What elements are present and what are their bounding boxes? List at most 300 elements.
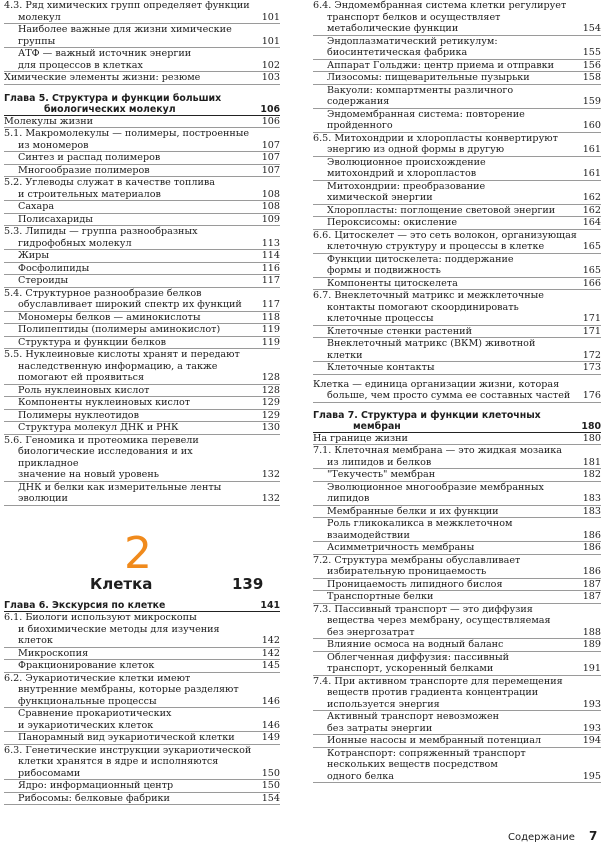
toc-entry[interactable] <box>313 157 601 181</box>
toc-entry-page: 191 <box>582 663 601 674</box>
toc-entry-line: 7.2. Структура мембраны обуславливает <box>313 554 521 566</box>
toc-entry[interactable] <box>4 263 280 276</box>
toc-entry-page: 166 <box>582 277 601 289</box>
toc-entry-title <box>4 708 280 731</box>
toc-entry[interactable] <box>313 278 601 291</box>
toc-chapter-entry[interactable] <box>4 93 280 116</box>
toc-entry-page: 129 <box>261 409 280 421</box>
toc-entry-title <box>4 397 280 409</box>
toc-entry-line: из мономеров <box>18 139 89 151</box>
toc-entry-page: 107 <box>261 139 280 151</box>
toc-entry-title <box>313 85 601 108</box>
toc-entry-page: 183 <box>582 505 601 517</box>
toc-entry-title <box>313 591 601 603</box>
toc-entry-title <box>4 673 280 708</box>
toc-entry-line: 5.1. Макромолекулы — полимеры, построенные <box>4 128 250 139</box>
toc-entry-title <box>313 410 601 432</box>
toc-entry-title <box>4 410 280 422</box>
toc-entry-line: Фосфолипиды <box>18 262 90 274</box>
toc-entry-title <box>313 555 601 578</box>
toc-entry-title <box>4 793 280 805</box>
toc-entry[interactable] <box>4 72 280 85</box>
toc-entry-line: молекул <box>18 11 61 23</box>
toc-entry-line: Митохондрии: преобразование <box>327 180 486 192</box>
toc-entry-line: химической энергии <box>327 192 433 203</box>
toc-entry-title <box>4 0 280 23</box>
toc-entry-line: Фракционирование клеток <box>18 660 155 671</box>
toc-entry-title <box>313 469 601 481</box>
toc-entry-line: Жиры <box>18 250 49 261</box>
toc-entry-line: мембран <box>353 420 401 432</box>
toc-entry[interactable] <box>313 518 601 542</box>
toc-entry-line: Компоненты цитоскелета <box>327 277 458 289</box>
toc-entry-line: рибосомами <box>18 767 81 779</box>
toc-entry[interactable] <box>4 385 280 398</box>
toc-entry[interactable] <box>4 201 280 214</box>
toc-entry[interactable] <box>313 181 601 205</box>
toc-entry[interactable] <box>313 542 601 555</box>
toc-entry-page: 162 <box>582 204 601 216</box>
toc-entry-page: 186 <box>582 566 601 577</box>
toc-entry-line: Клетка — единица организации жизни, которая <box>313 378 560 390</box>
toc-entry-page: 195 <box>582 770 601 782</box>
toc-entry-title <box>4 48 280 71</box>
toc-entry[interactable] <box>313 230 601 254</box>
toc-entry-line: Синтез и распад полимеров <box>18 152 161 163</box>
toc-entry-title <box>313 379 601 402</box>
toc-entry-page: 150 <box>261 767 280 779</box>
toc-entry-title <box>4 116 280 128</box>
toc-entry-line: энергию из одной формы в другую <box>327 144 505 155</box>
toc-entry-line: Клеточные стенки растений <box>327 325 472 337</box>
toc-entry[interactable] <box>4 708 280 732</box>
toc-entry[interactable] <box>313 469 601 482</box>
toc-entry-page: 128 <box>261 372 280 383</box>
toc-entry-line: избирательную проницаемость <box>327 566 487 577</box>
toc-entry[interactable] <box>4 226 280 250</box>
toc-entry-line: 6.3. Генетические инструкции эукариотической <box>4 744 252 756</box>
toc-entry-page: 180 <box>581 420 601 432</box>
toc-entry[interactable] <box>313 0 601 36</box>
toc-entry-page: 113 <box>261 237 280 249</box>
toc-entry[interactable] <box>4 116 280 129</box>
toc-entry[interactable] <box>313 254 601 278</box>
toc-entry-line: Микроскопия <box>18 647 89 659</box>
toc-entry-title <box>313 518 601 541</box>
toc-entry-page: 130 <box>261 422 280 433</box>
toc-entry[interactable] <box>4 214 280 227</box>
toc-entry-title <box>313 254 601 277</box>
toc-entry[interactable] <box>4 128 280 152</box>
toc-entry[interactable] <box>313 604 601 640</box>
toc-entry[interactable] <box>313 652 601 676</box>
toc-entry-line: 5.5. Нуклеиновые кислоты хранят и передают <box>4 349 240 360</box>
toc-entry-page: 132 <box>261 469 280 480</box>
toc-entry-page: 101 <box>261 35 280 47</box>
toc-entry-line: 6.6. Цитоскелет — это сеть волокон, организующая <box>313 229 577 241</box>
toc-entry-page: 176 <box>582 390 601 401</box>
toc-entry-title <box>4 745 280 780</box>
toc-left-column <box>4 0 280 506</box>
toc-entry-line: группы <box>18 35 56 47</box>
toc-entry[interactable] <box>313 748 601 784</box>
toc-entry-page: 154 <box>582 23 601 34</box>
toc-entry[interactable] <box>4 410 280 423</box>
toc-entry-page: 145 <box>261 660 280 671</box>
toc-entry-title <box>4 660 280 672</box>
toc-entry-page: 193 <box>582 722 601 734</box>
toc-entry-page: 161 <box>582 144 601 155</box>
toc-entry-page: 183 <box>582 493 601 504</box>
toc-entry-line: биологические исследования и их прикладное <box>18 446 193 469</box>
toc-entry[interactable] <box>4 349 280 385</box>
toc-entry-line: Полимеры нуклеотидов <box>18 409 139 421</box>
toc-entry-line: без затраты энергии <box>327 722 433 734</box>
toc-entry-title <box>313 711 601 734</box>
toc-entry-line: больше, чем просто сумма ее составных частей <box>327 390 571 401</box>
toc-entry-page: 164 <box>582 217 601 228</box>
toc-entry[interactable] <box>313 72 601 85</box>
toc-entry-title <box>313 433 601 445</box>
toc-entry-line: Клеточные контакты <box>327 362 435 373</box>
toc-entry[interactable] <box>313 676 601 712</box>
toc-entry[interactable] <box>4 660 280 673</box>
toc-entry-line: ДНК и белки как измерительные ленты <box>18 481 222 493</box>
toc-entry-title <box>4 337 280 349</box>
toc-entry-title <box>313 230 601 253</box>
toc-entry-line: Сахара <box>18 201 55 212</box>
toc-entry-line: Глава 7. Структура и функции клеточных <box>313 409 541 421</box>
toc-entry[interactable] <box>313 60 601 73</box>
toc-gap <box>4 85 280 91</box>
toc-chapter-entry[interactable] <box>4 600 280 612</box>
toc-entry[interactable] <box>313 109 601 133</box>
toc-entry-page: 189 <box>582 639 601 650</box>
part-title: Клетка <box>90 575 153 593</box>
toc-entry-title <box>4 732 280 744</box>
toc-entry-line: митохондрий и хлоропластов <box>327 168 477 179</box>
toc-entry[interactable] <box>313 735 601 748</box>
toc-entry[interactable] <box>4 24 280 48</box>
toc-entry-page: 186 <box>582 542 601 553</box>
toc-entry-line: используется энергия <box>327 698 440 710</box>
toc-entry-page: 106 <box>261 115 280 127</box>
toc-entry-line: Полисахариды <box>18 213 93 225</box>
toc-entry-title <box>313 205 601 217</box>
toc-entry-page: 154 <box>261 792 280 804</box>
toc-entry-title <box>4 128 280 151</box>
toc-entry-line: Роль гликокаликса в межклеточном <box>327 518 513 529</box>
toc-entry-line: внутренние мембраны, которые разделяют <box>18 684 239 695</box>
toc-entry-line: клетки хранятся в ядре и исполняются <box>18 756 219 767</box>
toc-entry-line: Асимметричность мембраны <box>327 542 475 553</box>
toc-entry-line: Влияние осмоса на водный баланс <box>327 639 504 650</box>
toc-entry-page: 117 <box>261 275 280 286</box>
toc-entry-line: наследственную информацию, а также <box>18 360 218 372</box>
toc-entry-title <box>4 612 280 647</box>
toc-entry-line: 4.3. Ряд химических групп определяет функции <box>4 0 250 11</box>
toc-gap <box>313 403 601 408</box>
toc-entry-page: 142 <box>261 647 280 659</box>
toc-entry[interactable] <box>313 362 601 375</box>
toc-entry-title <box>313 36 601 59</box>
toc-entry-page: 194 <box>582 735 601 746</box>
toc-entry-page: 119 <box>261 336 280 348</box>
toc-entry-title <box>4 24 280 47</box>
toc-entry-title <box>313 748 601 783</box>
toc-entry-title <box>4 324 280 336</box>
toc-entry-page: 165 <box>582 241 601 252</box>
toc-entry-line: гидрофобных молекул <box>18 237 132 249</box>
toc-entry[interactable] <box>4 152 280 165</box>
toc-entry[interactable] <box>313 445 601 469</box>
toc-entry-page: 187 <box>582 578 601 590</box>
toc-entry-line: Котранспорт: сопряженный транспорт <box>327 747 526 759</box>
toc-entry-line: без энергозатрат <box>327 626 415 638</box>
toc-entry-title <box>313 652 601 675</box>
toc-entry[interactable] <box>313 379 601 403</box>
toc-entry-line: 6.5. Митохондрии и хлоропласты конвертируют <box>313 132 558 144</box>
toc-entry-line: Внеклеточный матрикс (ВКМ) животной <box>327 338 536 349</box>
toc-entry[interactable] <box>4 337 280 350</box>
toc-entry-line: взаимодействии <box>327 529 410 541</box>
toc-entry[interactable] <box>4 435 280 482</box>
toc-entry-line: 6.7. Внеклеточный матрикс и межклеточные <box>313 290 544 301</box>
toc-entry-line: АТФ — важный источник энергии <box>18 48 192 59</box>
toc-entry-title <box>4 177 280 200</box>
toc-entry-title <box>4 385 280 397</box>
toc-entry-page: 193 <box>582 698 601 710</box>
toc-entry[interactable] <box>4 745 280 781</box>
toc-entry-line: нескольких веществ посредством <box>327 759 498 770</box>
toc-entry-line: Облегченная диффузия: пассивный <box>327 651 510 663</box>
toc-entry[interactable] <box>313 290 601 326</box>
toc-entry-line: Мономеры белков — аминокислоты <box>18 311 201 323</box>
toc-entry-line: липидов <box>327 493 370 504</box>
toc-entry-page: 187 <box>582 591 601 602</box>
toc-entry-title <box>4 152 280 164</box>
toc-entry-line: Эволюционное многообразие мембранных <box>327 481 544 493</box>
toc-entry-page: 146 <box>261 695 280 707</box>
toc-entry-page: 129 <box>261 397 280 408</box>
toc-entry[interactable] <box>4 648 280 661</box>
toc-entry-page: 173 <box>582 362 601 373</box>
toc-entry-line: содержания <box>327 96 390 107</box>
part-number: 2 <box>124 528 152 579</box>
toc-entry[interactable] <box>313 85 601 109</box>
toc-entry[interactable] <box>4 0 280 24</box>
toc-entry-line: Структура и функции белков <box>18 336 167 348</box>
toc-entry-title <box>313 278 601 290</box>
toc-entry-line: транспорт белков и осуществляет <box>327 11 501 23</box>
toc-entry-page: 128 <box>261 384 280 396</box>
toc-entry-line: 6.2. Эукариотические клетки имеют <box>4 672 191 684</box>
toc-entry-line: Структура молекул ДНК и РНК <box>18 422 179 433</box>
toc-entry-page: 108 <box>261 201 280 212</box>
toc-entry-line: транспорт, ускоренный белками <box>327 663 494 674</box>
toc-entry[interactable] <box>313 639 601 652</box>
toc-entry-page: 114 <box>261 250 280 261</box>
toc-entry-line: вещества через мембрану, осуществляемая <box>327 615 551 626</box>
toc-entry[interactable] <box>313 711 601 735</box>
toc-entry-line: Полипептиды (полимеры аминокислот) <box>18 324 221 335</box>
toc-entry-line: Глава 5. Структура и функции больших <box>4 92 222 104</box>
toc-entry-line: 5.3. Липиды — группа разнообразных <box>4 226 198 237</box>
toc-entry[interactable] <box>313 591 601 604</box>
toc-entry-title <box>4 422 280 434</box>
toc-entry-title <box>313 506 601 518</box>
toc-entry[interactable] <box>4 732 280 745</box>
toc-entry[interactable] <box>313 326 601 339</box>
toc-entry[interactable] <box>313 506 601 519</box>
toc-entry[interactable] <box>313 555 601 579</box>
toc-entry-line: 7.3. Пассивный транспорт — это диффузия <box>313 603 533 615</box>
toc-entry[interactable] <box>313 433 601 446</box>
toc-entry-title <box>4 312 280 324</box>
toc-entry-line: Аппарат Гольджи: центр приема и отправки <box>327 59 554 71</box>
toc-entry[interactable] <box>4 288 280 312</box>
toc-entry-page: 107 <box>261 152 280 163</box>
toc-entry-line: помогают ей проявиться <box>18 372 145 383</box>
toc-entry-title <box>4 201 280 213</box>
toc-entry-page: 101 <box>261 11 280 23</box>
toc-entry-line: одного белка <box>327 770 394 782</box>
toc-entry-line: 7.1. Клеточная мембрана — это жидкая мозаика <box>313 445 562 456</box>
toc-entry-line: формы и подвижность <box>327 265 441 276</box>
toc-entry[interactable] <box>4 422 280 435</box>
toc-entry-line: функциональные процессы <box>18 695 157 707</box>
toc-entry-title <box>313 338 601 361</box>
footer-page-number: 7 <box>589 829 598 843</box>
toc-entry-title <box>313 445 601 468</box>
toc-entry[interactable] <box>4 780 280 793</box>
toc-entry-line: веществ против градиента концентрации <box>327 687 539 698</box>
toc-entry[interactable] <box>4 48 280 72</box>
toc-entry-line: 5.2. Углеводы служат в качестве топлива <box>4 177 215 188</box>
toc-entry-line: 5.4. Структурное разнообразие белков <box>4 287 202 299</box>
toc-entry[interactable] <box>4 275 280 288</box>
toc-entry-page: 109 <box>261 213 280 225</box>
toc-entry-line: биологических молекул <box>44 103 176 115</box>
toc-entry-page: 188 <box>582 626 601 638</box>
toc-entry-line: Лизосомы: пищеварительные пузырьки <box>327 72 530 83</box>
toc-entry[interactable] <box>4 793 280 806</box>
toc-entry-title <box>313 72 601 84</box>
toc-entry-page: 146 <box>261 719 280 731</box>
toc-entry-line: Наиболее важные для жизни химические <box>18 24 232 35</box>
toc-entry-line: клетки <box>327 349 363 361</box>
toc-entry-title <box>4 226 280 249</box>
toc-entry[interactable] <box>313 205 601 218</box>
toc-entry-line: Панорамный вид эукариотической клетки <box>18 732 235 743</box>
toc-entry-page: 171 <box>582 325 601 337</box>
toc-entry-title <box>313 290 601 325</box>
toc-entry-line: Пероксисомы: окисление <box>327 217 458 228</box>
toc-entry-page: 180 <box>582 432 601 444</box>
toc-entry-title <box>313 362 601 374</box>
part-page: 139 <box>232 575 264 593</box>
toc-entry-page: 117 <box>261 299 280 310</box>
toc-entry[interactable] <box>4 673 280 709</box>
toc-entry[interactable] <box>4 312 280 325</box>
toc-entry[interactable] <box>4 324 280 337</box>
toc-entry-line: значение на новый уровень <box>18 469 159 480</box>
toc-entry[interactable] <box>4 165 280 178</box>
toc-entry-page: 159 <box>582 96 601 107</box>
toc-entry-title <box>313 579 601 591</box>
toc-entry-line: Активный транспорт невозможен <box>327 711 500 722</box>
toc-entry[interactable] <box>313 36 601 60</box>
toc-entry-line: для процессов в клетках <box>18 59 143 71</box>
toc-entry[interactable] <box>4 612 280 648</box>
toc-chapter-entry[interactable] <box>313 410 601 433</box>
toc-entry-line: Многообразие полимеров <box>18 164 150 176</box>
toc-entry-page: 161 <box>582 168 601 179</box>
toc-entry-title <box>4 214 280 226</box>
toc-entry-page: 108 <box>261 188 280 200</box>
toc-entry-line: клеточную структуру и процессы в клетке <box>327 241 545 252</box>
toc-entry-title <box>4 250 280 262</box>
toc-entry-title <box>313 604 601 639</box>
toc-entry-line: обуславливает широкий спектр их функций <box>18 299 242 310</box>
toc-entry-line: Роль нуклеиновых кислот <box>18 384 150 396</box>
toc-entry-page: 160 <box>582 120 601 131</box>
toc-entry-page: 181 <box>582 456 601 468</box>
toc-entry-page: 172 <box>582 349 601 361</box>
toc-entry-title <box>313 217 601 229</box>
toc-entry[interactable] <box>4 397 280 410</box>
toc-entry-line: Сравнение прокариотических <box>18 708 172 719</box>
toc-entry-page: 119 <box>261 324 280 335</box>
toc-entry-line: пройденного <box>327 120 393 131</box>
toc-entry-line: Ядро: информационный центр <box>18 780 174 791</box>
toc-entry-line: Транспортные белки <box>327 591 434 602</box>
toc-entry[interactable] <box>313 338 601 362</box>
toc-entry[interactable] <box>4 177 280 201</box>
toc-entry[interactable] <box>4 482 280 506</box>
toc-entry-page: 156 <box>582 59 601 71</box>
toc-entry-line: Стероиды <box>18 275 69 286</box>
toc-entry-line: На границе жизни <box>313 432 408 444</box>
toc-entry[interactable] <box>313 482 601 506</box>
toc-entry-title <box>4 349 280 384</box>
toc-entry-line: биосинтетическая фабрика <box>327 47 468 58</box>
toc-entry-page: 186 <box>582 529 601 541</box>
toc-entry-line: клеточные процессы <box>327 313 434 324</box>
toc-entry-title <box>313 109 601 132</box>
toc-entry[interactable] <box>313 133 601 157</box>
toc-entry-title <box>4 165 280 177</box>
toc-entry-title <box>313 735 601 747</box>
toc-entry-page: 162 <box>582 192 601 203</box>
toc-entry-page: 141 <box>260 600 280 611</box>
toc-entry-title <box>4 288 280 311</box>
toc-entry[interactable] <box>4 250 280 263</box>
toc-entry[interactable] <box>313 579 601 592</box>
toc-entry-title <box>4 72 280 84</box>
toc-entry-page: 171 <box>582 313 601 324</box>
toc-entry-page: 103 <box>261 72 280 83</box>
toc-left-column-part2 <box>4 598 280 805</box>
toc-entry-page: 132 <box>261 493 280 504</box>
toc-entry-title <box>4 275 280 287</box>
toc-entry-title <box>4 263 280 275</box>
toc-entry[interactable] <box>313 217 601 230</box>
toc-right-column <box>313 0 601 783</box>
toc-entry-line: 6.1. Биологи используют микроскопы <box>4 612 197 623</box>
toc-entry-line: эволюции <box>18 493 68 504</box>
toc-entry-page: 142 <box>261 635 280 646</box>
